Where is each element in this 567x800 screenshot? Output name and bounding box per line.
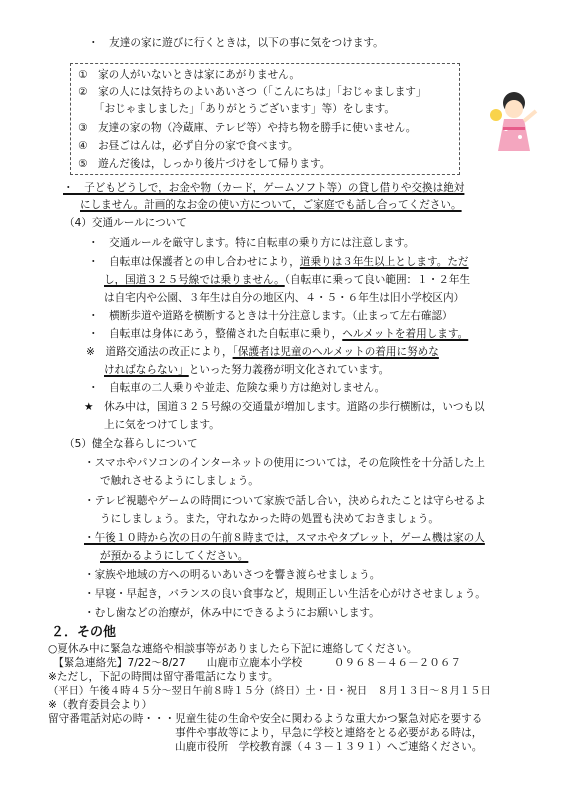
traffic-line-10: ★ 休み中は，国道３２５号線の交通量が増加します。道路の歩行横断は，いつも以: [84, 401, 485, 413]
health-heading: （5）健全な暮らしについて: [64, 438, 198, 450]
health-line-9: ・むし歯などの治療が，休み中にできるようにお願いします。: [84, 607, 380, 619]
other-heading: ２．その他: [51, 625, 117, 640]
traffic-line-1: ・ 交通ルールを厳守します。特に自転車の乗り方には注意します。: [88, 237, 415, 249]
visit-rule-4: ④ お昼ごはんは，必ず自分の家で食べます。: [78, 140, 299, 152]
health-line-6: が預かるようにしてください。: [100, 550, 249, 562]
other-line-7: 事件や事故等により，早急に学校と連絡をとる必要がある時は，: [48, 727, 483, 739]
visit-rule-2: ② 家の人には気持ちのよいあいさつ（「こんにちは」「おじゃまします」: [78, 86, 427, 98]
money-rule-line1: ・ 子どもどうしで，お金や物（カード，ゲームソフト等）の貸し借りや交換は絶対: [63, 182, 465, 194]
health-line-7: ・家族や地域の方への明るいあいさつを響き渡らせましょう。: [84, 569, 381, 581]
traffic-line-6: ・ 自転車は身体にあう，整備された自転車に乗り，ヘルメットを着用します。: [88, 328, 469, 340]
other-line-5: ※（教育委員会より）: [48, 699, 153, 711]
health-line-1: ・スマホやパソコンのインターネットの使用については，その危険性を十分話した上: [84, 457, 485, 469]
other-line-8: 山鹿市役所 学校教育課（４３－１３９１）へご連絡ください。: [48, 741, 483, 753]
visit-rule-2-cont: 「おじゃましました」「ありがとうございます」等）をします。: [78, 103, 395, 115]
health-line-5: ・午後１０時から次の日の午前８時までは，スマホやタブレット，ゲーム機は家の人: [84, 532, 485, 544]
visit-rule-1: ① 家の人がいないときは家にあがりません。: [78, 69, 301, 81]
answering-machine-hours: （平日）午後４時４５分～翌日午前８時１５分（終日）土・日・祝日 ８月１３日～８月１５日: [48, 685, 491, 697]
girl-illustration-icon: [486, 89, 542, 155]
traffic-line-4: は自宅内や公園、３年生は自分の地区内、４・５・６年生は旧小学校区内）: [104, 292, 465, 304]
traffic-line-5: ・ 横断歩道や道路を横断するときは十分注意します。（止まって左右確認）: [88, 310, 453, 322]
traffic-line-8: ければならない」といった努力義務が明文化されています。: [104, 364, 390, 376]
health-line-8: ・早寝・早起き，バランスの良い食事など，規則正しい生活を心がけさせましょう。: [84, 588, 486, 600]
traffic-line-3: し，国道３２５号線では乗りません。（自転車に乗って良い範囲：１・２年生: [104, 274, 471, 286]
health-line-3: ・テレビ視聴やゲームの時間について家族で話し合い，決められたことは守らせるよ: [84, 495, 486, 507]
visit-rule-5: ⑤ 遊んだ後は，しっかり後片づけをして帰ります。: [78, 158, 331, 170]
other-line-1: ○夏休み中に緊急な連絡や相談事等がありましたら下記に連絡してください。: [48, 643, 418, 655]
health-line-2: で触れさせるようにしましょう。: [100, 475, 259, 487]
health-line-4: うにしましょう。また，守れなかった時の処置も決めておきましょう。: [100, 513, 439, 525]
money-rule-line2: にしません。計画的なお金の使い方について，ご家庭でも話し合ってください。: [80, 199, 462, 211]
traffic-line-9: ・ 自転車の二人乗りや並走、危険な乗り方は絶対しません。: [88, 382, 386, 394]
visit-rule-3: ③ 友達の家の物（冷蔵庫、テレビ等）や持ち物を勝手に使いません。: [78, 122, 417, 134]
other-line-6: 留守番電話対応の時・・・児童生徒の生命や安全に関わるような重大かつ緊急対応を要する: [48, 713, 483, 725]
traffic-line-11: 上に気をつけてします。: [104, 419, 220, 431]
other-line-3: ※ただし，下記の時間は留守番電話になります。: [48, 671, 279, 683]
traffic-heading: （4）交通ルールについて: [64, 217, 187, 229]
traffic-line-2: ・ 自転車は保護者との申し合わせにより，道乗りは３年生以上とします。ただ: [88, 256, 469, 268]
emergency-contact: 【緊急連絡先】7/22～8/27 山鹿市立鹿本小学校 ０９６８－４６－２０６７: [48, 657, 462, 669]
intro-text: ・ 友達の家に遊びに行くときは，以下の事に気をつけます。: [88, 37, 384, 49]
traffic-line-7: ※ 道路交通法の改正により，「保護者は児童のヘルメットの着用に努めな: [86, 346, 439, 358]
